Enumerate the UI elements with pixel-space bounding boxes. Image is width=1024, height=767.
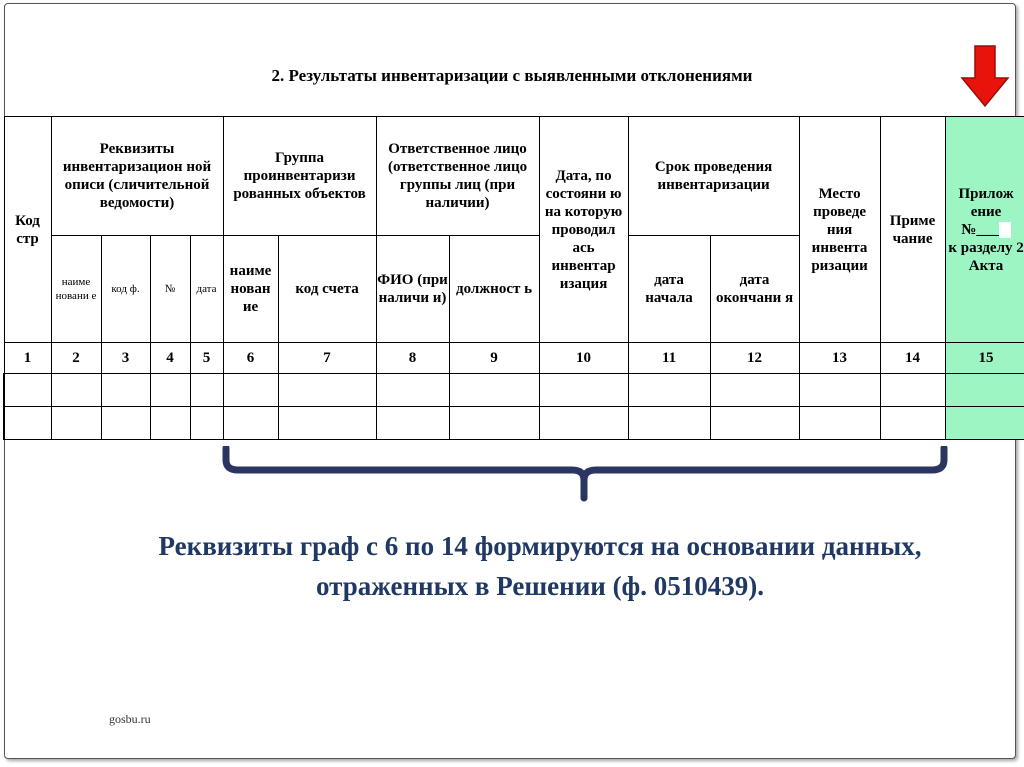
empty-cell: [51, 407, 101, 440]
empty-cell: [150, 407, 190, 440]
empty-cell: [539, 374, 628, 407]
col-number: 3: [101, 343, 150, 374]
empty-cell: [945, 374, 1024, 407]
empty-cell: [628, 407, 710, 440]
col-number: 5: [190, 343, 223, 374]
empty-cell: [799, 407, 880, 440]
empty-cell: [880, 407, 945, 440]
source-footer: gosbu.ru: [109, 712, 151, 726]
inventory-results-table: [3, 116, 1024, 440]
empty-cell: [278, 374, 376, 407]
col-number: 14: [880, 343, 945, 374]
empty-cell: [449, 374, 539, 407]
empty-cell: [710, 374, 799, 407]
subheader-fio: ФИО (при наличи и): [376, 236, 449, 343]
header-place: Место проведе ния инвента ризации: [799, 117, 880, 343]
attachment-line2: №___: [961, 221, 999, 238]
subheader-start-date: дата начала: [628, 236, 710, 343]
col-number: 9: [449, 343, 539, 374]
subheader-account-code: код счета: [278, 236, 376, 343]
empty-cell: [223, 407, 278, 440]
subheader-position: должност ь: [449, 236, 539, 343]
subheader-group-name: наиме нован ие: [223, 236, 278, 343]
red-down-arrow-icon: [960, 44, 1010, 108]
empty-cell: [880, 374, 945, 407]
col-number: 2: [51, 343, 101, 374]
empty-cell: [278, 407, 376, 440]
col-number: 12: [710, 343, 799, 374]
header-term: Срок проведения инвентаризации: [628, 117, 799, 236]
subheader-form-code: код ф.: [101, 236, 150, 343]
empty-cell: [223, 374, 278, 407]
empty-cell: [4, 407, 51, 440]
subheader-end-date: дата окончани я: [710, 236, 799, 343]
col-number: 15: [945, 343, 1024, 374]
curly-brace-icon: [222, 446, 948, 502]
header-requisites: Реквизиты инвентаризацион ной описи (сличительной ведомости): [51, 117, 223, 236]
empty-cell: [51, 374, 101, 407]
col-number: 8: [376, 343, 449, 374]
explanation-note: Реквизиты граф с 6 по 14 формируются на основании данных, отраженных в Решении (ф. 0510439).: [158, 531, 922, 601]
attachment-line1: Прилож ение: [958, 185, 1014, 220]
empty-cell: [4, 374, 51, 407]
empty-cell: [101, 374, 150, 407]
table-row: [4, 374, 1024, 407]
col-number: 4: [150, 343, 190, 374]
header-responsible: Ответственное лицо (ответственное лицо группы лиц (при наличии): [376, 117, 539, 236]
header-note: Приме чание: [880, 117, 945, 343]
table-title: 2. Результаты инвентаризации с выявленными отклонениями: [271, 66, 753, 85]
col-number: 6: [223, 343, 278, 374]
col-number: 1: [4, 343, 51, 374]
col-number: 10: [539, 343, 628, 374]
empty-cell: [449, 407, 539, 440]
table-row: [4, 407, 1024, 440]
col-number: 7: [278, 343, 376, 374]
empty-cell: [945, 407, 1024, 440]
header-date-as-of: Дата, по состояни ю на которую проводил ась инвентар изация: [539, 117, 628, 343]
attachment-line3: к разделу 2 Акта: [948, 239, 1024, 274]
header-attachment: [945, 117, 1024, 343]
empty-cell: [101, 407, 150, 440]
empty-cell: [376, 374, 449, 407]
header-code: Код стр: [4, 117, 51, 343]
blank-box: [999, 222, 1011, 238]
empty-cell: [376, 407, 449, 440]
empty-cell: [539, 407, 628, 440]
empty-cell: [190, 407, 223, 440]
col-number: 13: [799, 343, 880, 374]
subheader-name: наиме новани е: [51, 236, 101, 343]
subheader-number: №: [150, 236, 190, 343]
empty-cell: [710, 407, 799, 440]
header-group: Группа проинвентаризи рованных объектов: [223, 117, 376, 236]
empty-cell: [799, 374, 880, 407]
subheader-date: дата: [190, 236, 223, 343]
empty-cell: [150, 374, 190, 407]
col-number: 11: [628, 343, 710, 374]
empty-cell: [190, 374, 223, 407]
empty-cell: [628, 374, 710, 407]
